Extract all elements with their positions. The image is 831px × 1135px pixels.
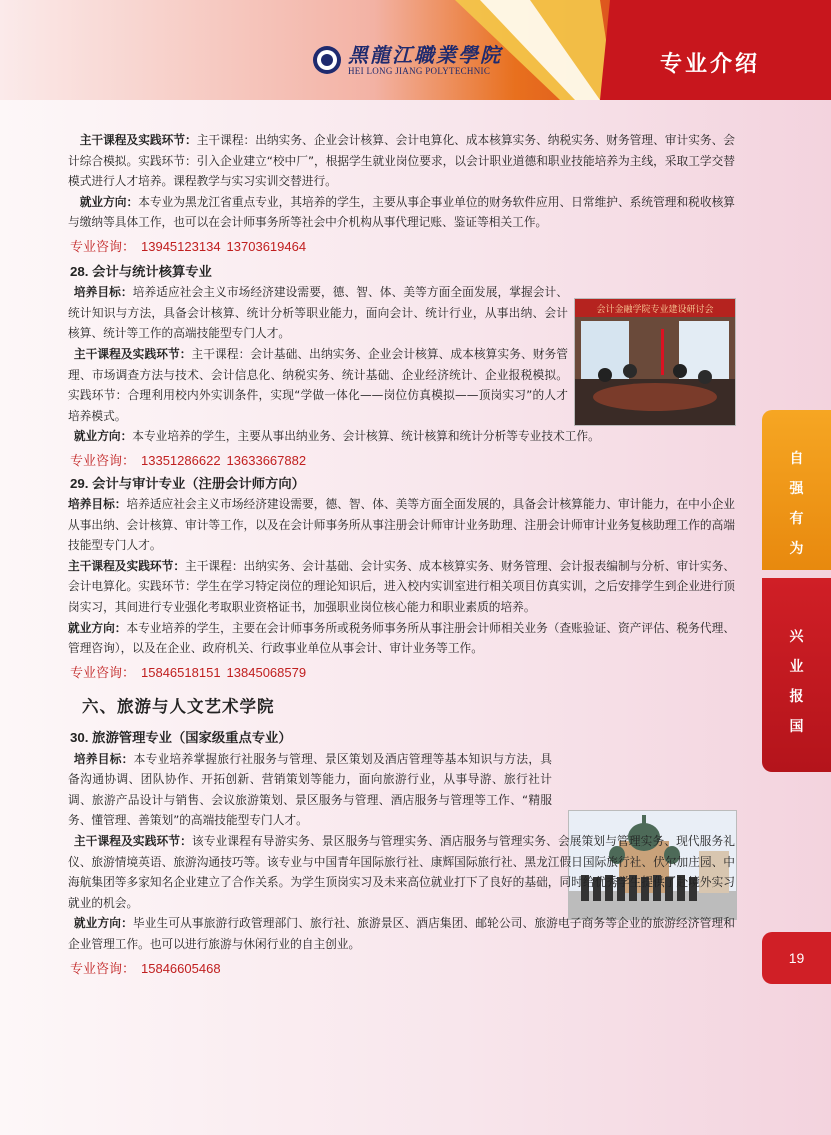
paragraph [68,130,735,192]
major28-body [68,282,568,426]
motto-char: 业 [789,659,804,675]
field-text: 主干课程：会计基础、出纳实务、企业会计核算、成本核算实务、财务管理、市场调查方法与技术、会计信息化、纳税实务、统计基础、企业经济统计、企业报税模拟。实践环节：合理利用校内外实训条件，实现“学做一体化——岗位仿真模拟——顶岗实习”的人才培养模式。 [68,346,568,423]
motto-char: 兴 [789,629,804,645]
field-label: 主干课程及实践环节： [68,558,186,573]
motto-char: 强 [789,481,804,497]
paragraph [68,618,735,659]
major-title: 30. 旅游管理专业（国家级重点专业） [70,730,292,746]
photo-banner-text: 会计金融学院专业建设研讨会 [596,305,714,315]
logo-chinese-name: 黑龍江職業學院 [348,43,502,67]
paragraph [68,913,735,954]
field-text: 该专业课程有导游实务、景区服务与管理实务、酒店服务与管理实务、会展策划与管理实务、现代服务礼仪、旅游情境英语、旅游沟通技巧等。该专业与中国青年国际旅行社、康辉国际旅行社、黑龙江假日国际旅行社、伏尔加庄园、中海航集团等多家知名企业建立了合作关系。为学生顶岗实习及未来高位就业打下了良好的基础，同时给优秀学生提供了赴境外实习就业的机会。 [68,834,735,910]
consult-phone: 13945123134 [141,238,221,254]
field-text: 本专业培养的学生，主要从事出纳业务、会计核算、统计核算和统计分析等专业技术工作。 [132,429,600,444]
field-text: 本专业培养掌握旅行社服务与管理、景区策划及酒店管理等基本知识与方法，具备沟通协调、团队协作、开拓创新、营销策划等能力，面向旅游行业，从事导游、旅行社计调、旅游产品设计与销售、会议旅游策划、景区服务与管理、酒店服务与管理等工作、“精服务、懂管理、善策划”的高端技能型专门人才。 [68,751,552,828]
paragraph [68,556,735,618]
motto-tab-self-reliance [762,410,831,570]
consult-line [70,451,735,472]
major30-body [68,749,552,831]
consult-label: 专业咨询： [70,960,136,976]
paragraph [68,831,735,913]
field-label: 培养目标： [73,751,134,766]
consult-phone: 15846605468 [141,960,221,976]
chapter-title: 六、旅游与人文艺术学院 [82,697,275,717]
section-title: 专业介绍 [660,52,761,77]
field-label: 主干课程及实践环节： [79,133,197,147]
consult-phone: 13633667882 [226,452,307,468]
field-text: 培养适应社会主义市场经济建设需要，德、智、体、美等方面全面发展的，具备会计核算能力、审计能力，在中小企业从事出纳、会计核算、审计等工作，以及在会计师事务所从事注册会计师审计业务助理、注册会计师审计业务复核助理工作的高端技能型专门人才。 [68,497,735,553]
consult-phone: 13703619464 [226,238,307,254]
field-text: 培养适应社会主义市场经济建设需要，德、智、体、美等方面全面发展，掌握会计、统计知识与方法，具备会计核算、统计分析等职业能力，面向会计、统计行业，从事出纳、会计核算、统计等工作的高端技能型专门人才。 [68,285,568,341]
consult-phone: 13351286622 [141,452,221,468]
field-text: 主干课程：出纳实务、会计基础、会计实务、成本核算实务、财务管理、会计报表编制与分析、审计实务、会计电算化。实践环节：学生在学习特定岗位的理论知识后，进入校内实训室进行相关项目仿真实训，之后安排学生到企业进行顶岗实习，其间进行专业强化考取职业资格证书，加强职业岗位核心能力和职业素质的培养。 [68,558,735,615]
consult-label: 专业咨询： [70,238,136,254]
page-header [0,0,831,100]
consult-phone: 13845068579 [226,664,307,680]
field-label: 主干课程及实践环节： [73,346,192,361]
field-label: 培养目标： [68,497,127,512]
field-label: 就业方向： [68,620,127,635]
college-emblem-icon [312,45,342,75]
paragraph [68,344,568,426]
major-title: 29. 会计与审计专业（注册会计师方向） [70,475,305,491]
paragraph [68,749,552,831]
consult-line [70,663,735,684]
paragraph [68,494,735,556]
motto-char: 报 [789,689,804,705]
consult-phone: 15846518151 [141,664,221,680]
page-number: 19 [762,932,831,984]
field-label: 培养目标： [73,285,133,300]
field-label: 就业方向： [79,194,139,209]
consult-line [70,237,735,258]
motto-char: 有 [789,511,804,527]
motto-char: 国 [789,719,804,735]
field-text: 本专业培养的学生，主要在会计师事务所或税务师事务所从事注册会计师相关业务（查账验证、资产评估、税务代理、管理咨询），以及在企业、政府机关、行政事业单位从事会计、审计业务等工作。 [68,620,735,656]
field-label: 主干课程及实践环节： [73,834,192,848]
field-text: 主干课程：出纳实务、企业会计核算、会计电算化、成本核算实务、纳税实务、财务管理、审计实务、会计综合模拟。实践环节：引入企业建立“校中厂”，根据学生就业岗位要求，以会计职业道德和职业技能培养为主线，采取工学交替模式进行人才培养。课程教学与实习实训交替进行。 [68,133,735,189]
motto-char: 自 [789,451,804,467]
field-label: 就业方向： [73,429,133,444]
paragraph [68,282,568,344]
field-text: 毕业生可从事旅游行政管理部门、旅行社、旅游景区、酒店集团、邮轮公司、旅游电子商务等企业的旅游经济管理和企业管理工作。也可以进行旅游与休闲行业的自主创业。 [68,916,735,951]
paragraph [68,192,735,233]
main-content [68,130,735,979]
field-label: 就业方向： [73,916,133,931]
consult-label: 专业咨询： [70,452,136,468]
field-text: 本专业为黑龙江省重点专业，其培养的学生，主要从事企事业单位的财务软件应用、日常维护、系统管理和税收核算与缴纳等具体工作，也可以在会计师事务所等社会中介机构从事代理记账、鉴证等相关工作。 [68,194,735,230]
college-logo [312,44,502,76]
paragraph [68,426,735,447]
logo-english-name: HEI LONG JIANG POLYTECHNIC [348,66,491,76]
motto-tab-serve-country [762,578,831,772]
consult-label: 专业咨询： [70,664,136,680]
consult-line [70,959,735,980]
major-title: 28. 会计与统计核算专业 [70,263,212,279]
motto-char: 为 [789,541,804,557]
